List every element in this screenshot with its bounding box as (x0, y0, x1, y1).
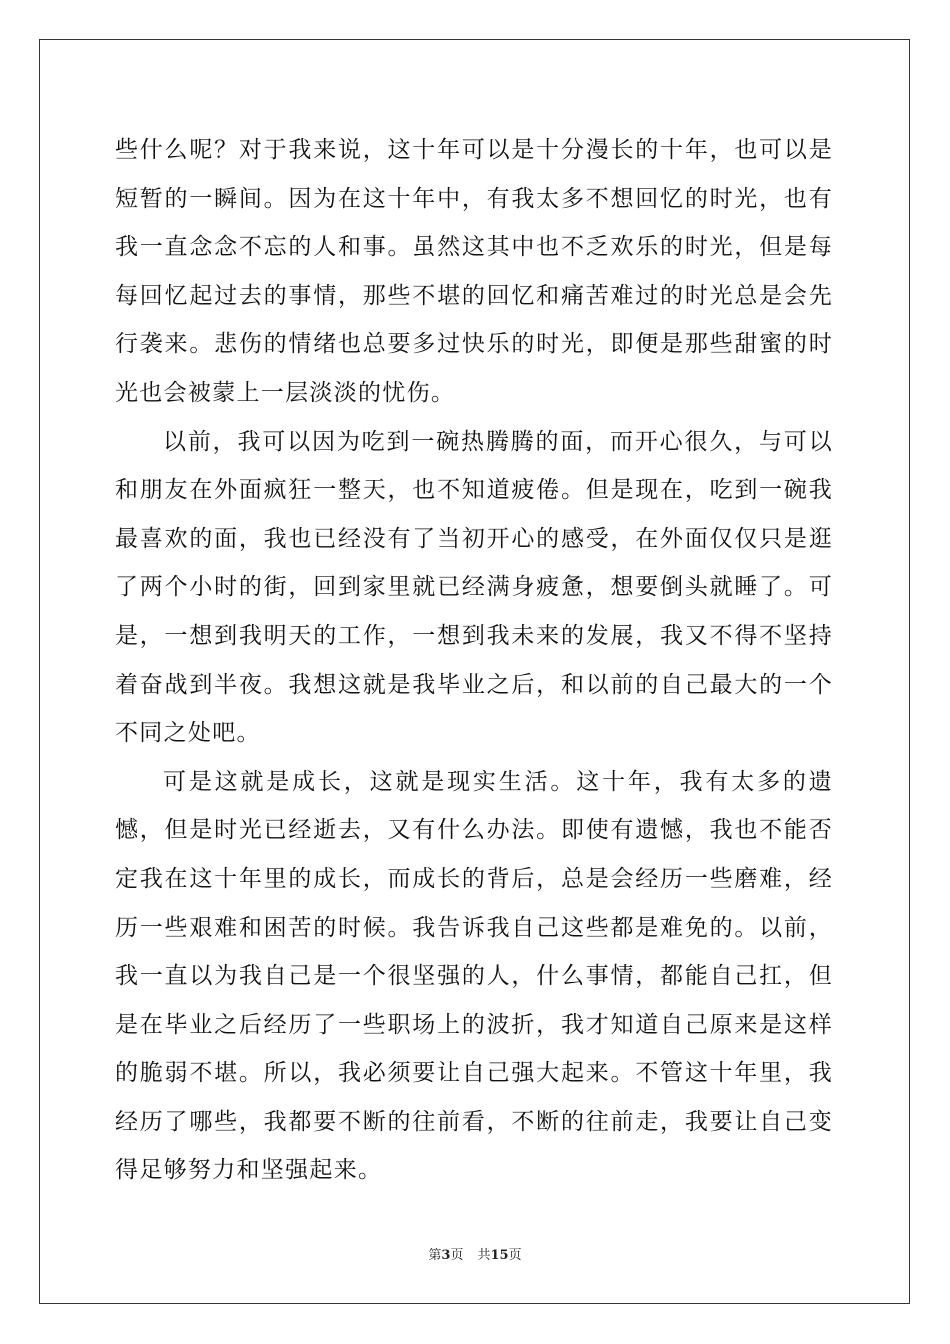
page-footer (0, 1248, 950, 1264)
paragraph-2: 以前，我可以因为吃到一碗热腾腾的面，而开心很久，与可以和朋友在外面疯狂一整天，也不知道疲倦。但是现在，吃到一碗我最喜欢的面，我也已经没有了当初开心的感受，在外面仅仅只是逛了两个小时的街，回到家里就已经满身疲惫，想要倒头就睡了。可是，一想到我明天的工作，一想到我未来的发展，我又不得不坚持着奋战到半夜。我想这就是我毕业之后，和以前的自己最大的一个不同之处吧。 (115, 428, 833, 747)
total-suffix: 页 (508, 1248, 522, 1263)
current-page-number: 3 (441, 1248, 451, 1263)
page-suffix: 页 (450, 1248, 464, 1263)
page-prefix: 第 (428, 1248, 442, 1263)
paragraph-3: 可是这就是成长，这就是现实生活。这十年，我有太多的遗憾，但是时光已经逝去，又有什么办法。即使有遗憾，我也不能否定我在这十年里的成长，而成长的背后，总是会经历一些磨难，经历一些艰难和困苦的时候。我告诉我自己这些都是难免的。以前，我一直以为我自己是一个很坚强的人，什么事情，都能自己扛，但是在毕业之后经历了一些职场上的波折，我才知道自己原来是这样的脆弱不堪。所以，我必须要让自己强大起来。不管这十年里，我经历了哪些，我都要不断的往前看，不断的往前走，我要让自己变得足够努力和坚强起来。 (115, 768, 833, 1184)
total-page-count: 15 (490, 1248, 509, 1263)
paragraph-1: 些什么呢？对于我来说，这十年可以是十分漫长的十年，也可以是短暂的一瞬间。因为在这十年中，有我太多不想回忆的时光，也有我一直念念不忘的人和事。虽然这其中也不乏欢乐的时光，但是每每回忆起过去的事情，那些不堪的回忆和痛苦难过的时光总是会先行袭来。悲伤的情绪也总要多过快乐的时光，即便是那些甜蜜的时光也会被蒙上一层淡淡的忧伤。 (115, 137, 833, 406)
document-body (115, 126, 833, 1195)
total-prefix: 共 (477, 1248, 491, 1263)
